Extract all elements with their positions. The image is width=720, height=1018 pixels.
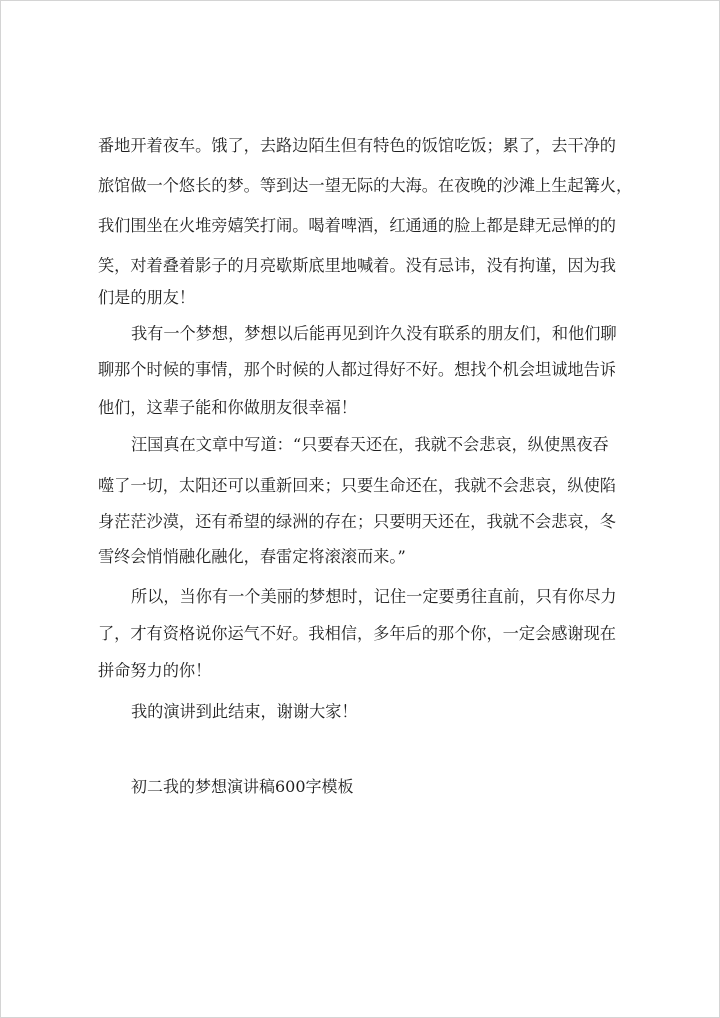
paragraph-3-line-1: 汪国真在文章中写道：“只要春天还在，我就不会悲哀，纵使黑夜吞 [131, 435, 609, 454]
paragraph-3-line-4: 雪终会悄悄融化融化，春雷定将滚滚而来。” [98, 547, 406, 566]
paragraph-1-line-5: 们是的朋友！ [98, 288, 196, 307]
paragraph-1-line-3: 我们围坐在火堆旁嬉笑打闹。喝着啤酒，红通通的脸上都是肆无忌惮的的 [98, 216, 616, 235]
paragraph-2-line-3: 他们，这辈子能和你做朋友很幸福！ [98, 398, 357, 417]
paragraph-5-line-1: 我的演讲到此结束，谢谢大家！ [131, 702, 358, 721]
paragraph-1-line-2: 旅馆做一个悠长的梦。等到达一望无际的大海。在夜晚的沙滩上生起篝火， [98, 176, 633, 195]
paragraph-2-line-2: 聊那个时候的事情，那个时候的人都过得好不好。想找个机会坦诚地告诉 [98, 360, 616, 379]
paragraph-3-line-2: 噬了一切，太阳还可以重新回来；只要生命还在，我就不会悲哀，纵使陷 [98, 476, 616, 495]
paragraph-1-line-4: 笑，对着叠着影子的月亮歇斯底里地喊着。没有忌讳，没有拘谨，因为我 [98, 256, 616, 275]
paragraph-2-line-1: 我有一个梦想，梦想以后能再见到许久没有联系的朋友们，和他们聊 [131, 324, 617, 343]
paragraph-1-line-1: 番地开着夜车。饿了，去路边陌生但有特色的饭馆吃饭；累了，去干净的 [98, 136, 616, 155]
paragraph-4-line-3: 拼命努力的你！ [98, 661, 212, 680]
paragraph-4-line-1: 所以，当你有一个美丽的梦想时，记住一定要勇往直前，只有你尽力 [131, 587, 617, 606]
paragraph-3-line-3: 身茫茫沙漠，还有希望的绿洲的存在；只要明天还在，我就不会悲哀，冬 [98, 512, 616, 531]
next-article-title: 初二我的梦想演讲稿600字模板 [131, 777, 354, 796]
paragraph-4-line-2: 了，才有资格说你运气不好。我相信，多年后的那个你，一定会感谢现在 [98, 624, 616, 643]
